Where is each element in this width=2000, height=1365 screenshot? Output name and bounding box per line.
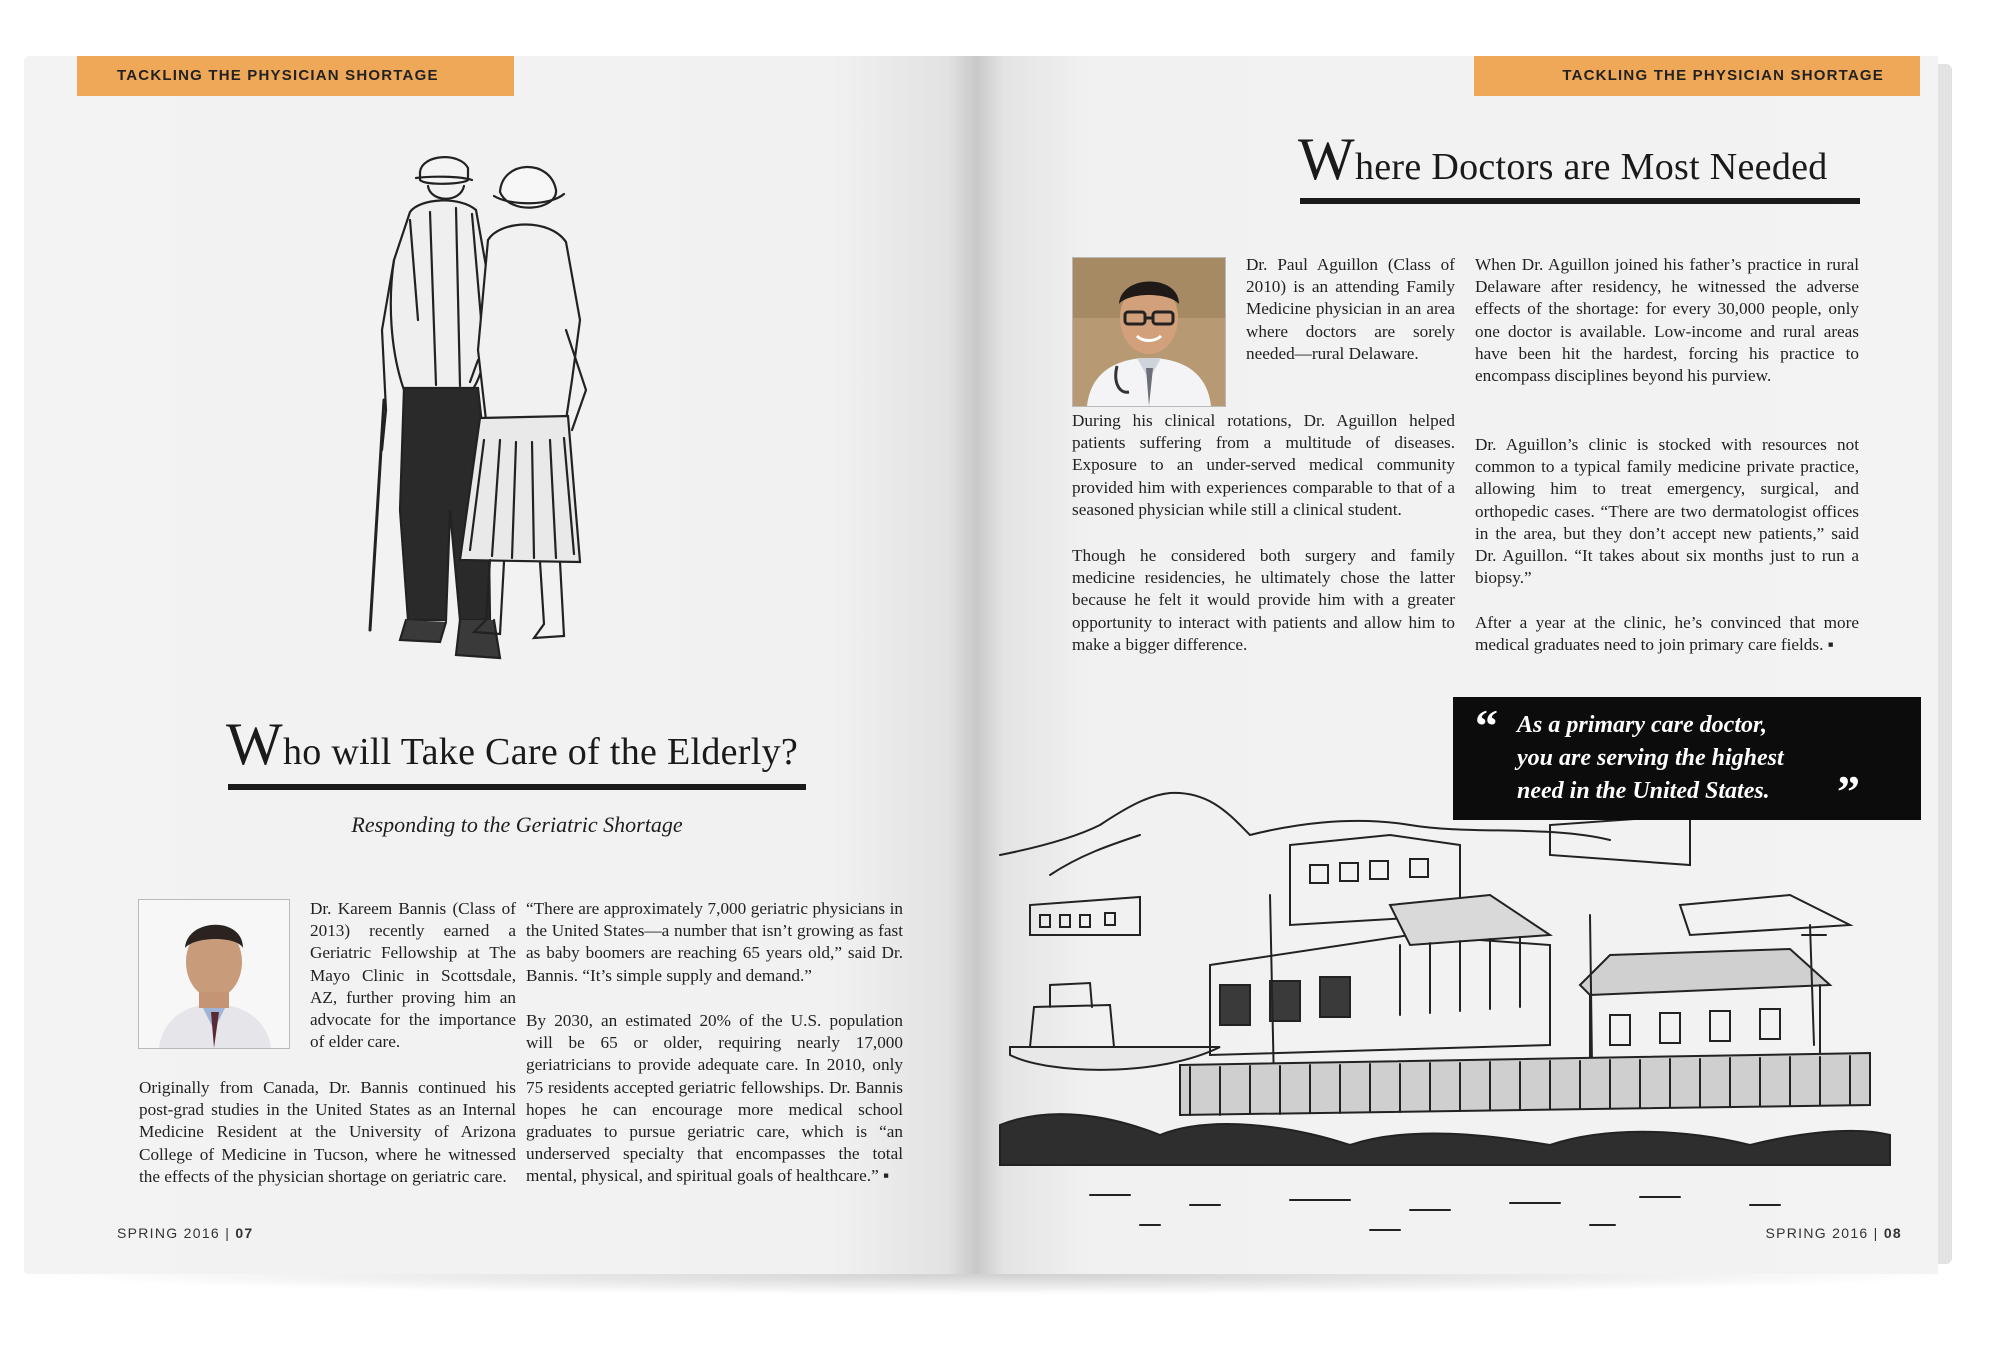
portrait-paul-aguillon <box>1072 257 1226 407</box>
page-footer-left: SPRING 2016 | 07 <box>117 1225 254 1241</box>
right-col2-paragraph-2: Dr. Aguillon’s clinic is stocked with resources not common to a typical family medicine private practice, allowing him to treat emergency, surgical, and orthopedic cases. “There are two dermatologist offices in the area, but they don’t accept new patients,” said Dr. Aguillon. “It takes about six months just to run a biopsy.” <box>1475 435 1859 588</box>
portrait-image <box>139 900 289 1048</box>
article-subtitle-left: Responding to the Geriatric Shortage <box>351 812 683 837</box>
section-banner-left: TACKLING THE PHYSICIAN SHORTAGE <box>77 56 514 96</box>
page-number-left: 07 <box>235 1225 254 1241</box>
left-col1-paragraph: Originally from Canada, Dr. Bannis continued his post-grad studies in the United States as an Internal Medicine Resident at the University of Arizona College of Medicine in Tucson, where he witnessed the effects of the physician shortage on geriatric care. <box>139 1078 516 1186</box>
left-intro-text: Dr. Kareem Bannis (Class of 2013) recently earned a Geriatric Fellowship at The Mayo Clinic in Scottsdale, AZ, further proving him an advocate for the importance of elder care. <box>310 899 516 1052</box>
left-col2-paragraph-2: By 2030, an estimated 20% of the U.S. population will be 65 or older, requiring nearly 17,000 geriatricians to provide adequate care. In 2010, only 75 residents accepted geriatric fellowships. Dr. Bannis hopes he can encourage more medical school graduates to pursue geriatric care, which is “an underserved specialty that encompasses the total mental, physical, and spiritual goals of healthcare.” ▪ <box>526 1011 903 1186</box>
title-rule-right <box>1300 198 1860 204</box>
page-edges <box>1938 64 1952 1264</box>
article-title-left: Who will Take Care of the Elderly? <box>226 711 799 777</box>
pull-quote-line-1: As a primary care doctor, <box>1517 712 1767 738</box>
right-col2-paragraph-1: When Dr. Aguillon joined his father’s practice in rural Delaware after residency, he witnessed the adverse effects of the shortage: for every 30,000 people, only one doctor is available. Low-income and rural areas have been hit the hardest, forcing his practice to encompass disciplines beyond his purview. <box>1475 255 1859 386</box>
pull-quote-line-2: you are serving the highest <box>1517 745 1784 771</box>
portrait-kareem-bannis <box>138 899 290 1049</box>
pull-quote-line-3: need in the United States. <box>1517 778 1770 804</box>
right-intro-text: Dr. Paul Aguillon (Class of 2010) is an attending Family Medicine physician in an area where doctors are sorely needed—rural Delaware. <box>1246 255 1455 363</box>
page-footer-right: SPRING 2016 | 08 <box>1765 1225 1902 1241</box>
right-col1-paragraph-3: Though he considered both surgery and family medicine residencies, he ultimately chose the latter because he felt it would provide him with a greater opportunity to interact with patients and allow him to make a bigger difference. <box>1072 546 1455 654</box>
article-title-right: Where Doctors are Most Needed <box>1298 126 1828 192</box>
close-quote-mark: ” <box>1837 766 1860 817</box>
title-rule-left <box>228 784 806 790</box>
pull-quote-text <box>1517 709 1847 808</box>
portrait-image <box>1073 258 1225 406</box>
elderly-couple-illustration <box>360 150 630 680</box>
pull-quote <box>1453 697 1921 820</box>
open-quote-mark: “ <box>1475 700 1498 751</box>
harbor-village-illustration <box>990 785 1900 1245</box>
left-col2-paragraph-1: “There are approximately 7,000 geriatric physicians in the United States—a number that isn’t growing as fast as baby boomers are reaching 65 years old,” said Dr. Bannis. “It’s simple supply and demand.” <box>526 899 903 985</box>
page-number-right: 08 <box>1883 1225 1902 1241</box>
right-col2-paragraph-3: After a year at the clinic, he’s convinced that more medical graduates need to join primary care fields. ▪ <box>1475 613 1859 655</box>
section-banner-right: TACKLING THE PHYSICIAN SHORTAGE <box>1474 56 1920 96</box>
right-col1-paragraph-2: During his clinical rotations, Dr. Aguillon helped patients suffering from a multitude of diseases. Exposure to an under-served medical community provided him with experiences comparable to that of a seasoned physician while still a clinical student. <box>1072 411 1455 519</box>
